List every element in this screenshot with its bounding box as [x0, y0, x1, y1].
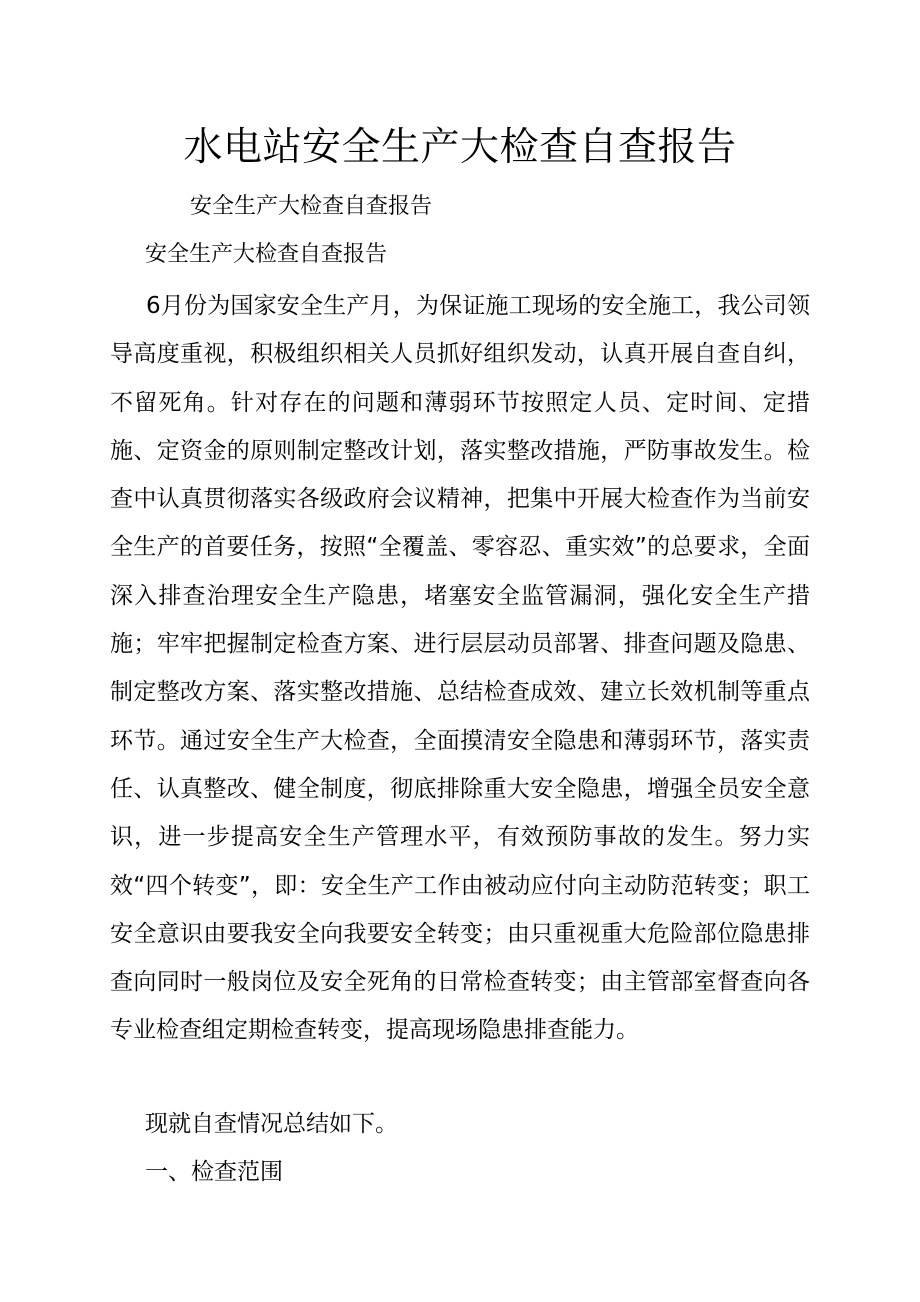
document-subtitle: 安全生产大检查自查报告	[190, 194, 433, 219]
section-heading-inspection-scope: 一、检查范围	[145, 1159, 283, 1185]
intro-paragraph: 6月份为国家安全生产月，为保证施工现场的安全施工，我公司领导高度重视，积极组织相关人员抓好组织发动，认真开展自查自纠，不留死角。针对存在的问题和薄弱环节按照定人员、定时间、定措施、定资金的原则制定整改计划，落实整改措施，严防事故发生。检查中认真贯彻落实各级政府会议精神，把集中开展大检查作为当前安全生产的首要任务，按照“全覆盖、零容忍、重实效”的总要求，全面深入排查治理安全生产隐患，堵塞安全监管漏洞，强化安全生产措施；牢牢把握制定检查方案、进行层层动员部署、排查问题及隐患、制定整改方案、落实整改措施、总结检查成效、建立长效机制等重点环节。通过安全生产大检查，全面摸清安全隐患和薄弱环节，落实责任、认真整改、健全制度，彻底排除重大安全隐患，增强全员安全意识，进一步提高安全生产管理水平，有效预防事故的发生。努力实效“四个转变”，即：安全生产工作由被动应付向主动防范转变；职工安全意识由要我安全向我要安全转变；由只重视重大危险部位隐患排查向同时一般岗位及安全死角的日常检查转变；由主管部室督查向各专业检查组定期检查转变，提高现场隐患排查能力。	[110, 293, 810, 1044]
document-title: 水电站安全生产大检查自查报告	[183, 125, 737, 170]
summary-lead-paragraph: 现就自查情况总结如下。	[145, 1111, 398, 1137]
document-subtitle-repeat: 安全生产大检查自查报告	[145, 242, 388, 267]
